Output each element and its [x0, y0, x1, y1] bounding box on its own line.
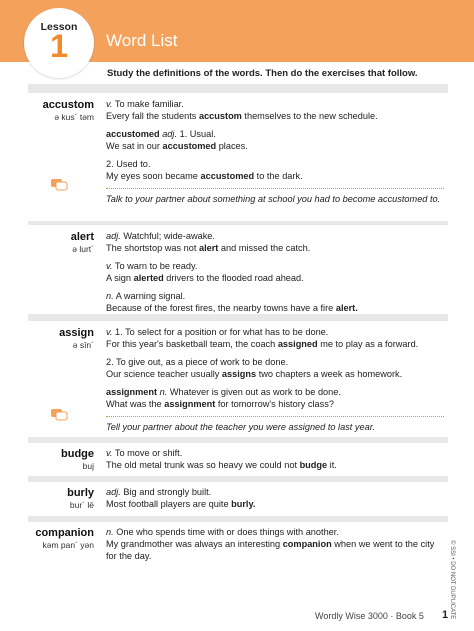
- entry-alert: [28, 222, 448, 314]
- definition: 1. To select for a position or for what has to be done.: [115, 327, 329, 337]
- entry-word: burly: [67, 487, 94, 499]
- talk-bubble-icon: [50, 408, 68, 422]
- part-of-speech: n.: [159, 387, 168, 397]
- page-number: 1: [442, 609, 449, 621]
- definitions: [106, 98, 444, 211]
- lesson-label: Lesson: [40, 21, 78, 33]
- part-of-speech: v.: [106, 448, 113, 458]
- talk-prompt: Talk to your partner about something at school you had to become accustomed to.: [106, 194, 441, 204]
- sentence: it.: [327, 460, 337, 470]
- sentence: and missed the catch.: [218, 243, 311, 253]
- sentence: My grandmother was always an interesting: [106, 539, 283, 549]
- sentence: We sat in our: [106, 141, 163, 151]
- entry-burly: [28, 479, 448, 516]
- definitions: [106, 526, 444, 568]
- sentence: What was the: [106, 399, 165, 409]
- talk-bubble-icon: [50, 178, 68, 192]
- entry-companion: [28, 519, 448, 600]
- definition: 1. Usual.: [179, 129, 216, 139]
- part-of-speech: adj.: [106, 231, 121, 241]
- sentence: A sign: [106, 273, 134, 283]
- sentence: when we went to the city for the day.: [106, 539, 435, 561]
- vocab-word: assignment: [164, 399, 216, 409]
- part-of-speech: v.: [106, 99, 113, 109]
- sentence: The shortstop was not: [106, 243, 199, 253]
- copyright-note: © SSI • DO NOT DUPLICATE: [449, 540, 455, 620]
- vocab-word: assigns: [221, 369, 257, 379]
- definition: Whatever is given out as work to be done.: [169, 387, 341, 397]
- entry-pronunciation: buj: [82, 461, 94, 471]
- entry-pronunciation: ə kus´ təm: [54, 112, 94, 122]
- sentence: drivers to the flooded road ahead.: [163, 273, 304, 283]
- definitions: [106, 230, 444, 320]
- word-form: assignment: [106, 387, 158, 397]
- vocab-word: companion: [282, 539, 332, 549]
- vocab-word: accustomed: [162, 141, 217, 151]
- entry-word: budge: [61, 448, 94, 460]
- vocab-word: assigned: [277, 339, 318, 349]
- vocab-word: alert: [198, 243, 219, 253]
- definition: One who spends time with or does things with another.: [116, 527, 339, 537]
- vocab-word: alert.: [335, 303, 358, 313]
- part-of-speech: n.: [106, 291, 114, 301]
- entry-accustom: [28, 90, 448, 221]
- sentence: Every fall the students: [106, 111, 199, 121]
- vocab-word: accustomed: [200, 171, 255, 181]
- sentence: Because of the forest fires, the nearby towns have a fire: [106, 303, 336, 313]
- definition: Big and strongly built.: [123, 487, 212, 497]
- dotted-divider: [106, 188, 444, 189]
- sentence: for tomorrow's history class?: [215, 399, 334, 409]
- sentence: themselves to the new schedule.: [241, 111, 378, 121]
- definition: A warning signal.: [115, 291, 186, 301]
- entry-pronunciation: kəm pan´ yən: [42, 540, 94, 550]
- sentence: two chapters a week as homework.: [256, 369, 403, 379]
- sentence: Our science teacher usually: [106, 369, 222, 379]
- lesson-number: 1: [50, 28, 68, 64]
- dotted-divider: [106, 416, 444, 417]
- definition: Watchful; wide-awake.: [123, 231, 215, 241]
- sentence: to the dark.: [254, 171, 303, 181]
- sentence: Most football players are quite: [106, 499, 232, 509]
- entry-assign: [28, 318, 448, 437]
- part-of-speech: v.: [106, 327, 113, 337]
- vocab-word: accustom: [198, 111, 242, 121]
- part-of-speech: v.: [106, 261, 113, 271]
- definition: To make familiar.: [114, 99, 184, 109]
- footer-book: Wordly Wise 3000 · Book 5: [315, 611, 424, 621]
- entry-pronunciation: ə lurt´: [72, 244, 94, 254]
- part-of-speech: adj.: [162, 129, 178, 139]
- entry-budge: [28, 440, 448, 476]
- definition: 2. To give out, as a piece of work to be done.: [106, 357, 289, 367]
- part-of-speech: n.: [106, 527, 114, 537]
- part-of-speech: adj.: [106, 487, 121, 497]
- entry-word: companion: [35, 527, 94, 539]
- vocab-word: alerted: [133, 273, 164, 283]
- definition: To warn to be ready.: [114, 261, 198, 271]
- instructions: Study the definitions of the words. Then do the exercises that follow.: [107, 68, 418, 79]
- entry-word: accustom: [42, 99, 94, 111]
- entry-pronunciation: bur´ lē: [69, 500, 94, 510]
- vocab-word: burly.: [231, 499, 256, 509]
- sentence: places.: [216, 141, 248, 151]
- entry-word: alert: [70, 231, 94, 243]
- definitions: [106, 326, 444, 439]
- sentence: me to play as a forward.: [317, 339, 419, 349]
- entry-word: assign: [59, 327, 94, 339]
- sentence: My eyes soon became: [106, 171, 201, 181]
- sentence: The old metal trunk was so heavy we could not: [106, 460, 300, 470]
- talk-prompt: Tell your partner about the teacher you were assigned to last year.: [106, 422, 375, 432]
- lesson-badge: [24, 8, 94, 78]
- entry-pronunciation: ə sīn´: [72, 340, 94, 350]
- sentence: For this year's basketball team, the coach: [106, 339, 278, 349]
- word-form: accustomed: [106, 129, 160, 139]
- vocab-word: budge: [299, 460, 328, 470]
- definitions: [106, 447, 444, 477]
- definitions: [106, 486, 444, 516]
- definition: 2. Used to.: [106, 159, 151, 169]
- definition: To move or shift.: [114, 448, 183, 458]
- page-title: Word List: [106, 31, 178, 50]
